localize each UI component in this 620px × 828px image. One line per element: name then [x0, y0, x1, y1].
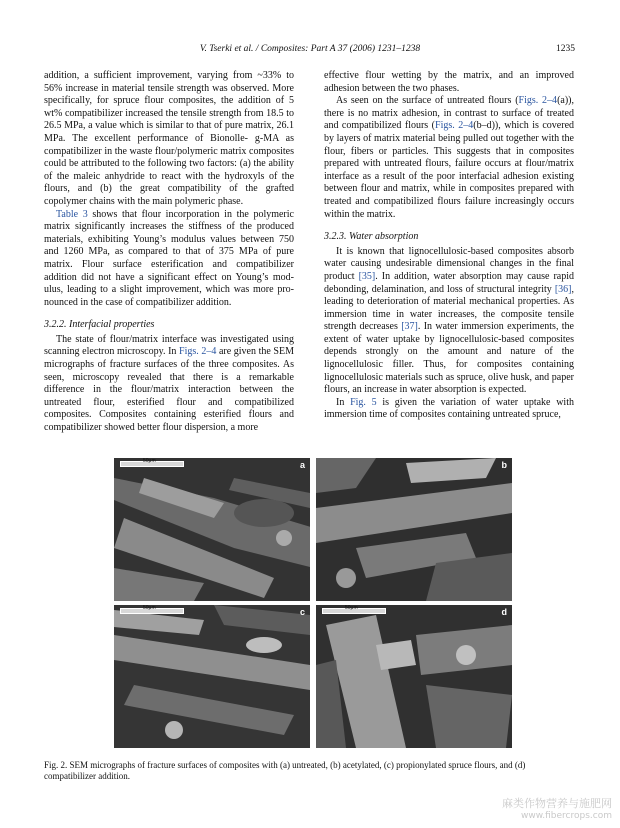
- scale-bar: 50μm: [322, 608, 386, 614]
- scale-bar: 50μm: [120, 608, 184, 614]
- sem-figure: [114, 458, 512, 748]
- panel-label-c: c: [299, 607, 305, 617]
- sem-panel-d: [316, 605, 512, 748]
- right-column: [324, 70, 574, 422]
- panel-label-a: a: [299, 460, 305, 470]
- ref-36-link[interactable]: [36]: [554, 283, 572, 295]
- scale-bar: 50μm: [120, 461, 184, 467]
- section-heading-interfacial: 3.2.2. Interfacial properties: [44, 319, 155, 331]
- sem-texture-icon: [114, 458, 310, 601]
- left-paragraph-3: The state of flour/matrix interface was investigated using scanning electron microscopy. In Figs. 2–4 are given the SEM micrographs of fracture surfaces of the three composites. As seen, microscopy revealed that there is a remarkable difference in the flour/matrix interaction between the untreated flour, esterified flour and compatibilized composites. Composites containing esterified flours and compatibilizer showed better flour dispersion, a more: [44, 333, 294, 434]
- right-paragraph-3: It is known that lignocellulosic-based composites absorb water causing undesirable dimensional changes in the final product [35]. In addition, water absorption may cause rapid debonding, delamination, and loss of structural integrity [36], leading to deterioration of material mechanical properties. As immersion time in water increases, the composite tensile strength decreases [37]. In water immersion experiments, the extent of water uptake by lignocellulosic-based composites depends strongly on the amount and nature of the lignocellulosic filler. Thus, for composites containing lignocellulosic materials such as spruce, olive husk, and paper flours, an increase in water absorption is expected.: [324, 245, 575, 396]
- right-paragraph-1: effective flour wetting by the matrix, and an improved adhesion between the two phases.: [324, 70, 574, 94]
- fig-5-link[interactable]: Fig. 5: [350, 396, 377, 408]
- sem-panel-c: [114, 605, 310, 748]
- sem-texture-icon: [316, 605, 512, 748]
- panel-label-d: d: [501, 607, 507, 617]
- figs-2-4-link[interactable]: Figs. 2–4: [435, 120, 474, 132]
- sem-panel-a: [114, 458, 310, 601]
- figure-caption: Fig. 2. SEM micrographs of fracture surfaces of composites with (a) untreated, (b) acetylated, (c) propionylated spruce flours, and (d) compatibilizer addition.: [44, 760, 526, 781]
- table-3-link[interactable]: Table 3: [56, 208, 88, 220]
- left-paragraph-1: addition, a sufficient improvement, varying from ~33% to 56% increase in material tensile strength was observed. More specifically, for spruce flour composites, the addition of 5 wt% compatibilizer increased the tensile strength from 18.5 to 26.5 MPa, a value which is similar to that of pure matrix, 26.1 MPa. The excellent performance of Bionolle- g-MA as compatibilizer in the waste flour/polymeric matrix composites could be attributed to the following two factors: (a) the ability of the maleic anhydride to react with the hydroxyls of the flours, and (b) the great compatibility of the grafted copolymer chains with the main polymeric phase.: [44, 70, 295, 207]
- sem-texture-icon: [114, 605, 310, 748]
- right-paragraph-4: In Fig. 5 is given the variation of water uptake with immersion time of composites containing untreated spruce,: [324, 396, 574, 421]
- ref-37-link[interactable]: [37]: [401, 321, 418, 333]
- right-paragraph-2: As seen on the surface of untreated flours (Figs. 2–4(a)), there is no matrix adhesion, in contrast to surface of treated and compatibilized flours (Figs. 2–4(b–d)), which is covered by layers of matrix material being pulled out together with the flour, fibers or particles. This suggests that in composites prepared with untreated flours, failure occurs at flour/matrix interface as a result of the poor interfacial adhesion existing between flour and matrix, while in composites prepared with treated and compatibilized flours failure increasingly occurs within the matrix.: [324, 95, 575, 220]
- left-column: [44, 70, 294, 435]
- watermark: 麻类作物营养与施肥网 www.fibercrops.com: [502, 797, 612, 821]
- section-heading-water: 3.2.3. Water absorption: [324, 231, 419, 243]
- figs-2-4-link[interactable]: Figs. 2–4: [518, 95, 558, 107]
- sem-panel-b: [316, 458, 512, 601]
- page-number: 1235: [556, 44, 575, 54]
- figs-2-4-link[interactable]: Figs. 2–4: [179, 346, 217, 358]
- ref-35-link[interactable]: [35]: [358, 270, 376, 282]
- panel-label-b: b: [501, 460, 507, 470]
- sem-texture-icon: [316, 458, 512, 601]
- running-header: [45, 44, 575, 58]
- running-title: V. Tserki et al. / Composites: Part A 37 (2006) 1231–1238: [199, 44, 421, 54]
- left-paragraph-2: Table 3 shows that flour incorporation in the polymeric matrix significantly increases the stiffness of the produced materials, exhibiting Young’s modulus values between 750 and 1260 MPa, as compared to that of 375 MPa of pure matrix. Flour surface esterification and compatibilizer addition did not have a significant effect on Young’s mod- ulus, leading to a slight improvement, which was more pro- nounced in the case of compatibilizer addition.: [44, 208, 294, 308]
